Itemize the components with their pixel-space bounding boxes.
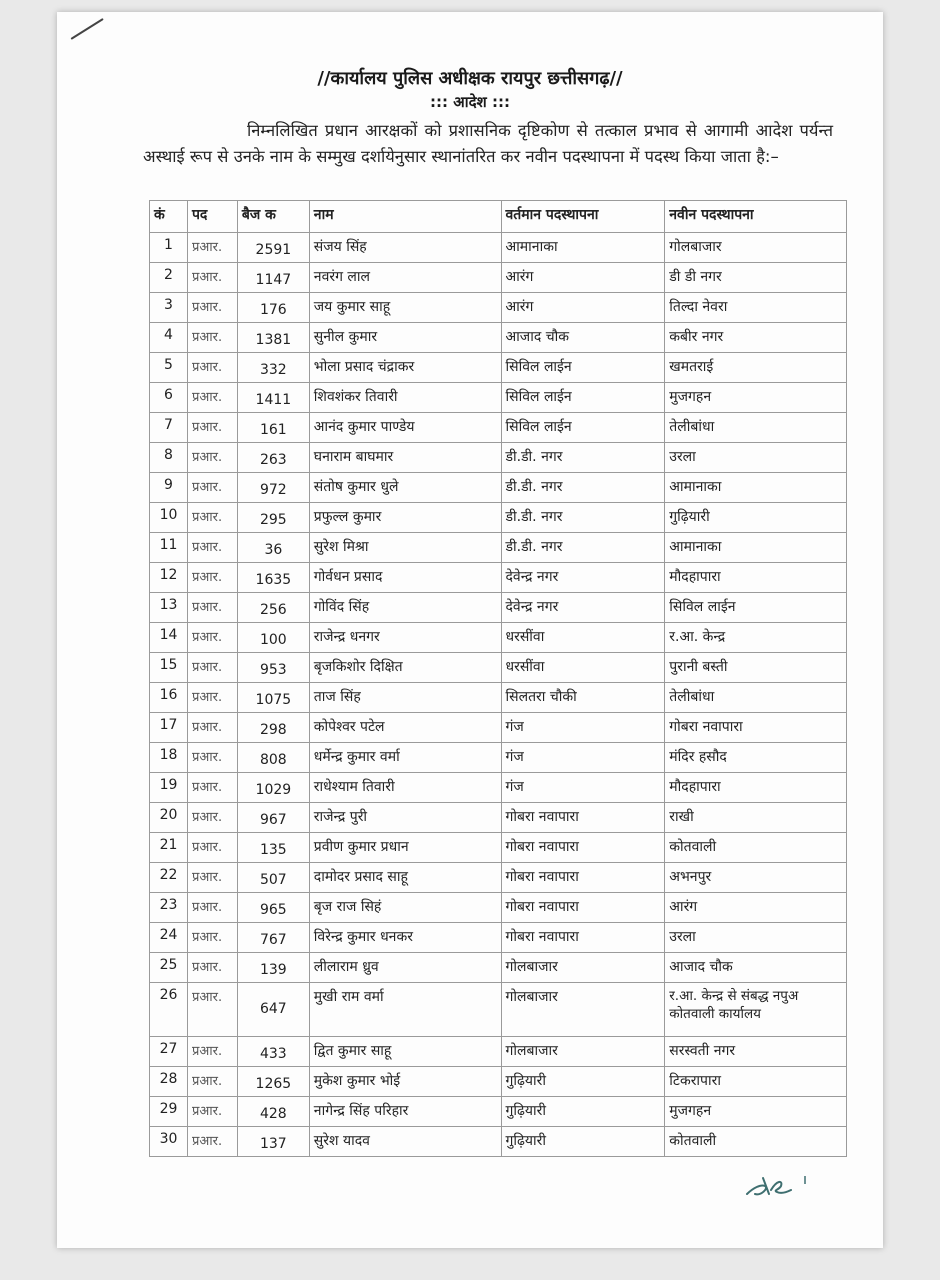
table-row bbox=[150, 623, 847, 653]
badge-cell: 965 bbox=[237, 893, 309, 923]
table-row bbox=[150, 593, 847, 623]
table-row bbox=[150, 443, 847, 473]
table-row bbox=[150, 713, 847, 743]
current-posting-cell: डी.डी. नगर bbox=[501, 503, 665, 533]
serial-cell: 6 bbox=[150, 383, 188, 413]
badge-cell: 1411 bbox=[237, 383, 309, 413]
new-posting-cell: उरला bbox=[665, 443, 847, 473]
table-row bbox=[150, 803, 847, 833]
badge-cell: 137 bbox=[237, 1127, 309, 1157]
name-cell: राजेन्द्र पुरी bbox=[309, 803, 501, 833]
name-cell: आनंद कुमार पाण्डेय bbox=[309, 413, 501, 443]
serial-cell: 23 bbox=[150, 893, 188, 923]
post-cell: प्रआर. bbox=[187, 713, 237, 743]
table-row bbox=[150, 1067, 847, 1097]
current-posting-cell: गोबरा नवापारा bbox=[501, 833, 665, 863]
serial-cell: 22 bbox=[150, 863, 188, 893]
current-posting-cell: आरंग bbox=[501, 293, 665, 323]
badge-cell: 135 bbox=[237, 833, 309, 863]
current-posting-cell: गोबरा नवापारा bbox=[501, 923, 665, 953]
table-row bbox=[150, 893, 847, 923]
table-row bbox=[150, 1097, 847, 1127]
name-cell: द्वित कुमार साहू bbox=[309, 1037, 501, 1067]
table-row bbox=[150, 653, 847, 683]
table-row bbox=[150, 923, 847, 953]
badge-cell: 263 bbox=[237, 443, 309, 473]
current-posting-cell: डी.डी. नगर bbox=[501, 443, 665, 473]
serial-cell: 13 bbox=[150, 593, 188, 623]
table-row bbox=[150, 563, 847, 593]
new-posting-cell: मौदहापारा bbox=[665, 773, 847, 803]
table-row bbox=[150, 833, 847, 863]
post-cell: प्रआर. bbox=[187, 323, 237, 353]
post-cell: प्रआर. bbox=[187, 1127, 237, 1157]
pen-stroke-mark bbox=[70, 18, 103, 40]
current-posting-cell: गंज bbox=[501, 743, 665, 773]
table-row bbox=[150, 1037, 847, 1067]
new-posting-cell: मौदहापारा bbox=[665, 563, 847, 593]
name-cell: प्रवीण कुमार प्रधान bbox=[309, 833, 501, 863]
table-row bbox=[150, 233, 847, 263]
current-posting-cell: सिविल लाईन bbox=[501, 413, 665, 443]
new-posting-cell: आमानाका bbox=[665, 533, 847, 563]
new-posting-cell: टिकरापारा bbox=[665, 1067, 847, 1097]
table-header-row bbox=[150, 201, 847, 233]
post-cell: प्रआर. bbox=[187, 593, 237, 623]
name-cell: लीलाराम ध्रुव bbox=[309, 953, 501, 983]
serial-cell: 11 bbox=[150, 533, 188, 563]
document-page bbox=[57, 12, 883, 1248]
serial-cell: 29 bbox=[150, 1097, 188, 1127]
current-posting-cell: धरसींवा bbox=[501, 653, 665, 683]
badge-cell: 1075 bbox=[237, 683, 309, 713]
serial-cell: 16 bbox=[150, 683, 188, 713]
current-posting-cell: गोलबाजार bbox=[501, 983, 665, 1037]
serial-cell: 14 bbox=[150, 623, 188, 653]
new-posting-cell: कोतवाली bbox=[665, 833, 847, 863]
current-posting-cell: गंज bbox=[501, 773, 665, 803]
name-cell: विरेन्द्र कुमार धनकर bbox=[309, 923, 501, 953]
new-posting-cell: राखी bbox=[665, 803, 847, 833]
badge-cell: 1147 bbox=[237, 263, 309, 293]
post-cell: प्रआर. bbox=[187, 443, 237, 473]
post-cell: प्रआर. bbox=[187, 383, 237, 413]
new-posting-cell: गुढ़ियारी bbox=[665, 503, 847, 533]
badge-cell: 295 bbox=[237, 503, 309, 533]
badge-cell: 767 bbox=[237, 923, 309, 953]
new-posting-cell: आमानाका bbox=[665, 473, 847, 503]
badge-cell: 507 bbox=[237, 863, 309, 893]
current-posting-cell: गोबरा नवापारा bbox=[501, 893, 665, 923]
table-row bbox=[150, 413, 847, 443]
badge-cell: 139 bbox=[237, 953, 309, 983]
current-posting-cell: सिविल लाईन bbox=[501, 353, 665, 383]
current-posting-cell: गोलबाजार bbox=[501, 1037, 665, 1067]
post-cell: प्रआर. bbox=[187, 953, 237, 983]
name-cell: प्रफुल्ल कुमार bbox=[309, 503, 501, 533]
name-cell: मुखी राम वर्मा bbox=[309, 983, 501, 1037]
serial-cell: 21 bbox=[150, 833, 188, 863]
table-row bbox=[150, 383, 847, 413]
current-posting-cell: गुढ़ियारी bbox=[501, 1127, 665, 1157]
serial-cell: 26 bbox=[150, 983, 188, 1037]
badge-cell: 972 bbox=[237, 473, 309, 503]
badge-cell: 1265 bbox=[237, 1067, 309, 1097]
post-cell: प्रआर. bbox=[187, 293, 237, 323]
table-row bbox=[150, 263, 847, 293]
name-cell: राधेश्याम तिवारी bbox=[309, 773, 501, 803]
new-posting-cell: कबीर नगर bbox=[665, 323, 847, 353]
serial-cell: 9 bbox=[150, 473, 188, 503]
name-cell: कोपेश्वर पटेल bbox=[309, 713, 501, 743]
new-posting-cell: अभनपुर bbox=[665, 863, 847, 893]
serial-cell: 1 bbox=[150, 233, 188, 263]
name-cell: घनाराम बाघमार bbox=[309, 443, 501, 473]
serial-cell: 28 bbox=[150, 1067, 188, 1097]
serial-cell: 24 bbox=[150, 923, 188, 953]
name-cell: नवरंग लाल bbox=[309, 263, 501, 293]
new-posting-cell: तेलीबांधा bbox=[665, 683, 847, 713]
new-posting-cell: तेलीबांधा bbox=[665, 413, 847, 443]
new-posting-cell: आजाद चौक bbox=[665, 953, 847, 983]
post-cell: प्रआर. bbox=[187, 533, 237, 563]
post-cell: प्रआर. bbox=[187, 473, 237, 503]
post-cell: प्रआर. bbox=[187, 413, 237, 443]
post-cell: प्रआर. bbox=[187, 923, 237, 953]
table-row bbox=[150, 473, 847, 503]
new-posting-cell: सिविल लाईन bbox=[665, 593, 847, 623]
table-row bbox=[150, 323, 847, 353]
badge-cell: 100 bbox=[237, 623, 309, 653]
current-posting-cell: गंज bbox=[501, 713, 665, 743]
table-row bbox=[150, 983, 847, 1037]
badge-cell: 433 bbox=[237, 1037, 309, 1067]
post-cell: प्रआर. bbox=[187, 263, 237, 293]
post-cell: प्रआर. bbox=[187, 563, 237, 593]
new-posting-cell: डी डी नगर bbox=[665, 263, 847, 293]
new-posting-cell: खमतराई bbox=[665, 353, 847, 383]
badge-cell: 36 bbox=[237, 533, 309, 563]
badge-cell: 2591 bbox=[237, 233, 309, 263]
transfer-table bbox=[149, 200, 847, 1157]
header-post: पद bbox=[187, 201, 237, 233]
post-cell: प्रआर. bbox=[187, 743, 237, 773]
badge-cell: 1381 bbox=[237, 323, 309, 353]
name-cell: भोला प्रसाद चंद्राकर bbox=[309, 353, 501, 383]
name-cell: बृजकिशोर दिक्षित bbox=[309, 653, 501, 683]
current-posting-cell: गोलबाजार bbox=[501, 953, 665, 983]
serial-cell: 5 bbox=[150, 353, 188, 383]
serial-cell: 15 bbox=[150, 653, 188, 683]
badge-cell: 428 bbox=[237, 1097, 309, 1127]
current-posting-cell: गुढ़ियारी bbox=[501, 1097, 665, 1127]
current-posting-cell: धरसींवा bbox=[501, 623, 665, 653]
name-cell: गोर्वधन प्रसाद bbox=[309, 563, 501, 593]
post-cell: प्रआर. bbox=[187, 233, 237, 263]
name-cell: धर्मेन्द्र कुमार वर्मा bbox=[309, 743, 501, 773]
name-cell: सुरेश यादव bbox=[309, 1127, 501, 1157]
header-current-posting: वर्तमान पदस्थापना bbox=[501, 201, 665, 233]
post-cell: प्रआर. bbox=[187, 353, 237, 383]
post-cell: प्रआर. bbox=[187, 1067, 237, 1097]
new-posting-cell: र.आ. केन्द्र bbox=[665, 623, 847, 653]
order-intro-paragraph: निम्नलिखित प्रधान आरक्षकों को प्रशासनिक दृष्टिकोण से तत्काल प्रभाव से आगामी आदेश पर्यन्त अस्थाई रूप से उनके नाम के सम्मुख दर्शायेनुसार स्थानांतरित कर नवीन पदस्थापना में पदस्थ किया जाता है:– bbox=[143, 121, 833, 166]
serial-cell: 4 bbox=[150, 323, 188, 353]
serial-cell: 20 bbox=[150, 803, 188, 833]
serial-cell: 2 bbox=[150, 263, 188, 293]
office-title: //कार्यालय पुलिस अधीक्षक रायपुर छत्तीसगढ़// bbox=[317, 68, 623, 89]
table-row bbox=[150, 293, 847, 323]
post-cell: प्रआर. bbox=[187, 863, 237, 893]
table-row bbox=[150, 953, 847, 983]
name-cell: मुकेश कुमार भोई bbox=[309, 1067, 501, 1097]
table-row bbox=[150, 503, 847, 533]
header-new-posting: नवीन पदस्थापना bbox=[665, 201, 847, 233]
post-cell: प्रआर. bbox=[187, 983, 237, 1037]
table-row bbox=[150, 683, 847, 713]
new-posting-cell: मंदिर हसौद bbox=[665, 743, 847, 773]
serial-cell: 8 bbox=[150, 443, 188, 473]
badge-cell: 1635 bbox=[237, 563, 309, 593]
current-posting-cell: गोबरा नवापारा bbox=[501, 803, 665, 833]
current-posting-cell: डी.डी. नगर bbox=[501, 533, 665, 563]
name-cell: बृज राज सिहं bbox=[309, 893, 501, 923]
current-posting-cell: देवेन्द्र नगर bbox=[501, 563, 665, 593]
current-posting-cell: आजाद चौक bbox=[501, 323, 665, 353]
serial-cell: 30 bbox=[150, 1127, 188, 1157]
badge-cell: 808 bbox=[237, 743, 309, 773]
badge-cell: 332 bbox=[237, 353, 309, 383]
post-cell: प्रआर. bbox=[187, 1037, 237, 1067]
serial-cell: 7 bbox=[150, 413, 188, 443]
current-posting-cell: गोबरा नवापारा bbox=[501, 863, 665, 893]
name-cell: सुनील कुमार bbox=[309, 323, 501, 353]
current-posting-cell: देवेन्द्र नगर bbox=[501, 593, 665, 623]
new-posting-cell: पुरानी बस्ती bbox=[665, 653, 847, 683]
name-cell: नागेन्द्र सिंह परिहार bbox=[309, 1097, 501, 1127]
serial-cell: 12 bbox=[150, 563, 188, 593]
order-heading: ::: आदेश ::: bbox=[430, 93, 510, 111]
table-row bbox=[150, 1127, 847, 1157]
name-cell: ताज सिंह bbox=[309, 683, 501, 713]
new-posting-cell: मुजगहन bbox=[665, 1097, 847, 1127]
new-posting-cell: आरंग bbox=[665, 893, 847, 923]
badge-cell: 298 bbox=[237, 713, 309, 743]
table-row bbox=[150, 743, 847, 773]
badge-cell: 953 bbox=[237, 653, 309, 683]
new-posting-cell: मुजगहन bbox=[665, 383, 847, 413]
badge-cell: 176 bbox=[237, 293, 309, 323]
table-row bbox=[150, 773, 847, 803]
serial-cell: 10 bbox=[150, 503, 188, 533]
table-row bbox=[150, 533, 847, 563]
new-posting-cell: उरला bbox=[665, 923, 847, 953]
new-posting-cell: गोलबाजार bbox=[665, 233, 847, 263]
serial-cell: 27 bbox=[150, 1037, 188, 1067]
serial-cell: 17 bbox=[150, 713, 188, 743]
badge-cell: 256 bbox=[237, 593, 309, 623]
post-cell: प्रआर. bbox=[187, 503, 237, 533]
name-cell: राजेन्द्र धनगर bbox=[309, 623, 501, 653]
name-cell: संतोष कुमार धुले bbox=[309, 473, 501, 503]
badge-cell: 647 bbox=[237, 983, 309, 1037]
badge-cell: 1029 bbox=[237, 773, 309, 803]
current-posting-cell: सिविल लाईन bbox=[501, 383, 665, 413]
badge-cell: 967 bbox=[237, 803, 309, 833]
post-cell: प्रआर. bbox=[187, 833, 237, 863]
name-cell: सुरेश मिश्रा bbox=[309, 533, 501, 563]
table-row bbox=[150, 863, 847, 893]
header-serial: कं bbox=[150, 201, 188, 233]
badge-cell: 161 bbox=[237, 413, 309, 443]
new-posting-cell: गोबरा नवापारा bbox=[665, 713, 847, 743]
serial-cell: 18 bbox=[150, 743, 188, 773]
header-badge: बैज क bbox=[237, 201, 309, 233]
name-cell: दामोदर प्रसाद साहू bbox=[309, 863, 501, 893]
serial-cell: 3 bbox=[150, 293, 188, 323]
post-cell: प्रआर. bbox=[187, 803, 237, 833]
header-name: नाम bbox=[309, 201, 501, 233]
post-cell: प्रआर. bbox=[187, 773, 237, 803]
current-posting-cell: सिलतरा चौकी bbox=[501, 683, 665, 713]
new-posting-cell: सरस्वती नगर bbox=[665, 1037, 847, 1067]
name-cell: जय कुमार साहू bbox=[309, 293, 501, 323]
name-cell: संजय सिंह bbox=[309, 233, 501, 263]
current-posting-cell: डी.डी. नगर bbox=[501, 473, 665, 503]
new-posting-cell: कोतवाली bbox=[665, 1127, 847, 1157]
current-posting-cell: आमानाका bbox=[501, 233, 665, 263]
current-posting-cell: आरंग bbox=[501, 263, 665, 293]
post-cell: प्रआर. bbox=[187, 1097, 237, 1127]
serial-cell: 19 bbox=[150, 773, 188, 803]
new-posting-cell: तिल्दा नेवरा bbox=[665, 293, 847, 323]
name-cell: शिवशंकर तिवारी bbox=[309, 383, 501, 413]
current-posting-cell: गुढ़ियारी bbox=[501, 1067, 665, 1097]
signature-icon bbox=[743, 1170, 813, 1200]
table-row bbox=[150, 353, 847, 383]
post-cell: प्रआर. bbox=[187, 893, 237, 923]
serial-cell: 25 bbox=[150, 953, 188, 983]
post-cell: प्रआर. bbox=[187, 683, 237, 713]
name-cell: गोविंद सिंह bbox=[309, 593, 501, 623]
post-cell: प्रआर. bbox=[187, 653, 237, 683]
new-posting-cell: र.आ. केन्द्र से संबद्ध नपुअ कोतवाली कार्यालय bbox=[665, 983, 847, 1037]
post-cell: प्रआर. bbox=[187, 623, 237, 653]
